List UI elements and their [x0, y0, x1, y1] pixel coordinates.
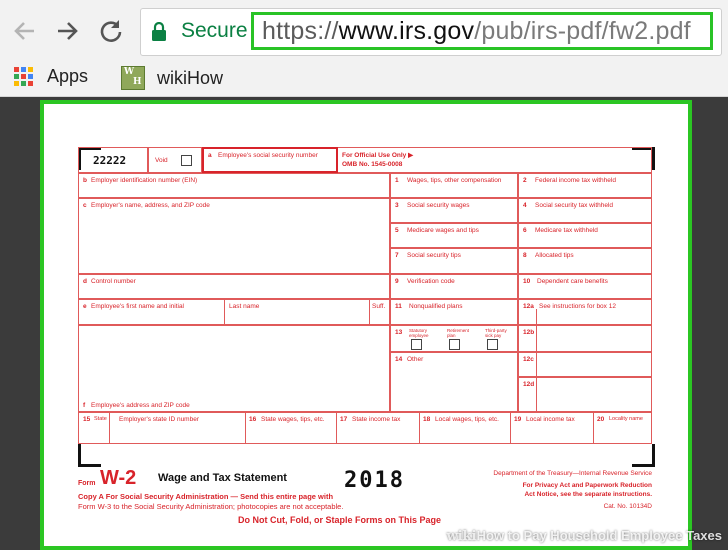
bookmark-wikihow-label: wikiHow	[157, 67, 224, 88]
sick-pay-label: Third-party sick pay	[485, 328, 507, 338]
box-a-ssn[interactable]	[202, 147, 338, 173]
url-highlight[interactable]	[251, 12, 713, 50]
box-b-letter: b	[83, 177, 87, 184]
box-label: Nonqualified plans	[409, 303, 463, 310]
divider	[593, 413, 594, 443]
box-12a[interactable]	[518, 299, 652, 325]
box-label: Locality name	[609, 416, 643, 422]
box-number: 19	[514, 416, 522, 423]
apps-grid-icon	[14, 67, 33, 86]
box-label: Medicare tax withheld	[535, 227, 598, 234]
box-c-label: Employer's name, address, and ZIP code	[91, 202, 210, 209]
box-number: 18	[423, 416, 431, 423]
do-not-cut: Do Not Cut, Fold, or Staple Forms on This Page	[238, 515, 442, 525]
watermark-text: How to Pay Household Employee Taxes	[476, 528, 722, 543]
form-title: Wage and Tax Statement	[158, 472, 287, 484]
box-label: State income tax	[352, 416, 401, 423]
box-number: 5	[395, 227, 399, 234]
box-2[interactable]	[518, 173, 652, 198]
control-box	[78, 147, 148, 173]
divider	[369, 300, 370, 324]
forward-button[interactable]	[50, 14, 84, 48]
address-bar[interactable]	[140, 8, 722, 56]
box-d-label: Control number	[91, 278, 136, 285]
box-4[interactable]	[518, 198, 652, 223]
box-number: 16	[249, 416, 257, 423]
box-number: 12a	[523, 303, 534, 310]
retirement-label: Retirement plan	[447, 328, 470, 338]
void-box	[148, 147, 202, 173]
omb-number: OMB No. 1545-0008	[342, 161, 403, 168]
box-13	[390, 325, 518, 352]
code-divider	[536, 309, 537, 412]
retirement-checkbox[interactable]	[449, 339, 460, 350]
bookmarks-bar	[0, 62, 728, 97]
bookmark-apps[interactable]	[14, 66, 88, 87]
box-label: Dependent care benefits	[537, 278, 608, 285]
bookmark-apps-label: Apps	[47, 66, 89, 86]
box-a-label: Employee's social security number	[218, 152, 318, 159]
box-b-label: Employer identification number (EIN)	[91, 177, 198, 184]
box-label: Verification code	[407, 278, 455, 285]
void-checkbox[interactable]	[181, 155, 192, 166]
box-number: 4	[523, 202, 527, 209]
box-5[interactable]	[390, 223, 518, 248]
pdf-viewer	[0, 97, 728, 546]
box-number: 10	[523, 278, 531, 285]
form-year: 2018	[344, 468, 405, 493]
privacy-line1: For Privacy Act and Paperwork Reduction	[522, 482, 652, 489]
form-word: Form	[78, 480, 96, 487]
box-1[interactable]	[390, 173, 518, 198]
box-d-control[interactable]	[78, 274, 390, 299]
box-label: Local wages, tips, etc.	[435, 416, 499, 423]
copy-a-line2: Form W-3 to the Social Security Administration; photocopies are not acceptable.	[78, 502, 344, 511]
wikihow-favicon: W H	[121, 66, 145, 90]
box-label: Allocated tips	[535, 252, 574, 259]
arrow-right-icon	[54, 18, 80, 44]
secure-label: Secure	[181, 19, 248, 42]
form-id: W-2	[100, 467, 137, 489]
official-use-box	[338, 147, 652, 173]
box-number: 15	[83, 416, 91, 423]
divider	[419, 413, 420, 443]
box-a-letter: a	[208, 152, 212, 159]
box-label: Social security wages	[407, 202, 470, 209]
box-e-letter: e	[83, 303, 87, 310]
box-label: Medicare wages and tips	[407, 227, 479, 234]
divider	[510, 413, 511, 443]
box-label: Wages, tips, other compensation	[407, 177, 502, 184]
box-number: 7	[395, 252, 399, 259]
box-e-suff-label: Suff.	[372, 303, 386, 310]
box-label: Social security tips	[407, 252, 461, 259]
box-b-ein[interactable]	[78, 173, 390, 198]
official-use-label: For Official Use Only ▶	[342, 152, 414, 159]
box-14-other[interactable]	[390, 352, 518, 412]
box-12c[interactable]	[518, 352, 652, 377]
statutory-label: Statutory employee	[409, 328, 429, 338]
box-f-address[interactable]	[78, 325, 390, 412]
void-label: Void	[155, 157, 168, 164]
privacy-line2: Act Notice, see the separate instructions.	[524, 491, 652, 498]
box-label: State wages, tips, etc.	[261, 416, 325, 423]
browser-toolbar	[0, 0, 728, 62]
box-number: 12c	[523, 356, 534, 363]
box-number: 2	[523, 177, 527, 184]
reload-icon	[98, 18, 124, 44]
reload-button[interactable]	[94, 14, 128, 48]
divider	[245, 413, 246, 443]
box-number: 3	[395, 202, 399, 209]
box-label: State	[94, 416, 107, 422]
box-number: 12b	[523, 329, 535, 336]
state-row	[78, 412, 652, 444]
box-12b[interactable]	[518, 325, 652, 352]
box-11[interactable]	[390, 299, 518, 325]
box-label: Social security tax withheld	[535, 202, 614, 209]
box-number: 11	[395, 303, 402, 310]
box-9[interactable]	[390, 274, 518, 299]
box-d-letter: d	[83, 278, 87, 285]
box-8[interactable]	[518, 248, 652, 274]
divider	[109, 413, 110, 443]
box-number: 14	[395, 356, 403, 363]
box-number: 1	[395, 177, 399, 184]
back-button[interactable]	[8, 14, 42, 48]
url-text	[262, 17, 691, 46]
sick-pay-checkbox[interactable]	[487, 339, 498, 350]
box-7[interactable]	[390, 248, 518, 274]
arrow-left-icon	[12, 18, 38, 44]
box-number: 8	[523, 252, 527, 259]
box-label: Other	[407, 356, 424, 363]
box-12d[interactable]	[518, 377, 652, 412]
box-10[interactable]	[518, 274, 652, 299]
box-e-last-label: Last name	[229, 303, 260, 310]
box-number: 20	[597, 416, 605, 423]
treasury-line: Department of the Treasury—Internal Revenue Service	[493, 470, 652, 477]
box-e-label: Employee's first name and initial	[91, 303, 185, 310]
cat-number: Cat. No. 10134D	[603, 503, 652, 510]
box-e-employee-name[interactable]	[78, 299, 390, 325]
box-6[interactable]	[518, 223, 652, 248]
box-number: 6	[523, 227, 527, 234]
box-label: Local income tax	[526, 416, 575, 423]
box-label: Employer's state ID number	[119, 416, 199, 423]
box-number: 17	[340, 416, 348, 423]
box-number: 12d	[523, 381, 535, 388]
w2-form	[78, 147, 652, 477]
lock-icon	[151, 22, 167, 42]
box-number: 13	[395, 329, 403, 336]
url-protocol: https://	[262, 17, 339, 45]
statutory-checkbox[interactable]	[411, 339, 422, 350]
box-f-label: Employee's address and ZIP code	[91, 402, 190, 409]
bookmark-wikihow[interactable]	[121, 66, 223, 90]
divider	[224, 300, 225, 324]
box-c-employer[interactable]	[78, 198, 390, 274]
copy-a-line1: Copy A For Social Security Administration — Send this entire page with	[78, 492, 334, 501]
control-value: 22222	[93, 154, 127, 167]
box-label: Federal income tax withheld	[535, 177, 616, 184]
pdf-page	[40, 100, 692, 550]
box-f-letter: f	[83, 402, 86, 409]
box-label: See instructions for box 12	[539, 303, 616, 310]
watermark-brand: wiki	[446, 529, 477, 544]
wikihow-watermark	[447, 528, 722, 544]
box-3[interactable]	[390, 198, 518, 223]
url-path: /pub/irs-pdf/fw2.pdf	[474, 17, 691, 45]
url-host: www.irs.gov	[338, 17, 475, 45]
box-c-letter: c	[83, 202, 87, 209]
box-number: 9	[395, 278, 399, 285]
divider	[336, 413, 337, 443]
